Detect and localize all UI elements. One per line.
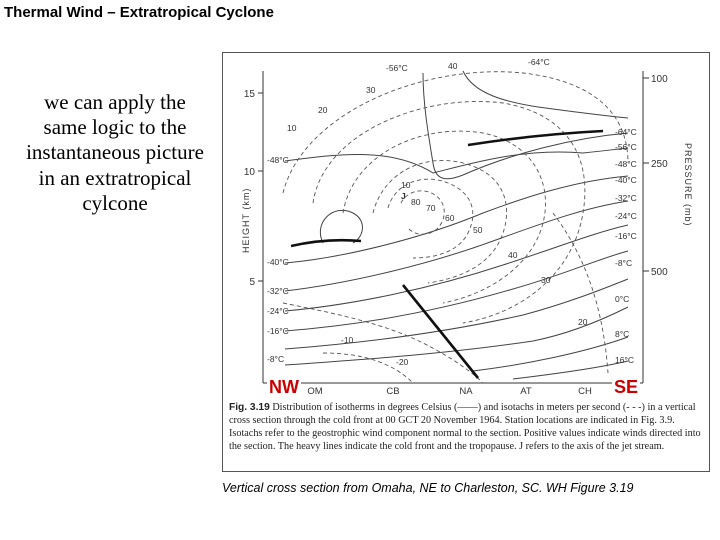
source-caption: Vertical cross section from Omaha, NE to Charleston, SC. WH Figure 3.19 — [222, 481, 634, 495]
temp-label: -24°C — [615, 211, 637, 221]
isotherm — [285, 148, 628, 173]
temp-label: -32°C — [615, 193, 637, 203]
pressure-tick-label: 100 — [651, 74, 668, 85]
isotach-label: 40 — [508, 250, 518, 260]
isotherm — [285, 279, 628, 349]
temp-label: -40°C — [267, 257, 289, 267]
right-temp-labels — [615, 127, 637, 365]
figure-number: Fig. 3.19 — [229, 402, 270, 413]
isotach-label: 20 — [318, 105, 328, 115]
heavy-lines — [291, 131, 603, 378]
height-axis-label: HEIGHT (km) — [241, 187, 251, 253]
isotach-label: -20 — [396, 357, 409, 367]
temp-label: -56°C — [386, 63, 408, 73]
temp-label: -8°C — [615, 258, 633, 268]
left-temp-labels — [267, 155, 289, 364]
isotach — [283, 303, 483, 383]
cross-section-figure — [222, 52, 710, 472]
isotach-label: 20 — [578, 317, 588, 327]
isotherm — [463, 71, 628, 118]
isotach-label: 30 — [366, 85, 376, 95]
height-tick-label: 10 — [243, 167, 255, 178]
temp-label: -48°C — [615, 159, 637, 169]
tropopause-left — [291, 240, 361, 246]
isotherm — [320, 210, 362, 243]
temp-label: -64°C — [615, 127, 637, 137]
station-label: CH — [578, 386, 592, 397]
isotach-label: -10 — [341, 335, 354, 345]
temp-label: 8°C — [615, 329, 630, 339]
temp-label: -56°C — [615, 142, 637, 152]
slide-title: Thermal Wind – Extratropical Cyclone — [4, 4, 274, 21]
temp-label: -16°C — [615, 231, 637, 241]
body-text: we can apply the same logic to the instantaneous picture in an extratropical cylcone — [26, 90, 204, 215]
direction-label-se: SE — [614, 377, 639, 397]
temp-label: -40°C — [615, 175, 637, 185]
height-tick-label: 5 — [249, 277, 255, 288]
jet-axis-label: J — [401, 191, 406, 201]
pressure-tick-label: 250 — [651, 159, 668, 170]
isotach-label: 50 — [473, 225, 483, 235]
figure-caption-text: Distribution of isotherms in degrees Celsius (——) and isotachs in meters per second (- - -) in a vertical cross section through the cold front at 00 GCT 20 November 1964. Station locations are indicated in Fig. 3.9. Isotachs refer to the geostrophic wind component normal to the section. Positive values indicate winds directed into the section. The heavy lines indicate the cold front and the tropopause. J refers to the axis of the jet stream. — [229, 402, 701, 452]
station-label: NA — [459, 386, 473, 397]
temp-label: -32°C — [267, 286, 289, 296]
isotherm — [285, 251, 628, 331]
isotachs — [283, 72, 628, 383]
isotach-label: 80 — [411, 197, 421, 207]
isotach — [401, 191, 444, 234]
isotach-label: 10 — [401, 180, 411, 190]
isotherm — [423, 73, 628, 179]
isotach-label: 60 — [445, 213, 455, 223]
isotach-label: 40 — [448, 61, 458, 71]
pressure-axis-label: PRESSURE (mb) — [683, 143, 693, 227]
pressure-tick-label: 500 — [651, 267, 668, 278]
isotach-label: 10 — [287, 123, 297, 133]
isotherms — [285, 71, 628, 379]
direction-label-nw: NW — [269, 377, 299, 397]
temp-label: -64°C — [528, 57, 550, 67]
height-tick-label: 15 — [243, 89, 255, 100]
figure-caption — [229, 401, 703, 453]
isotach — [373, 160, 507, 283]
temp-label: 16°C — [615, 355, 634, 365]
isotherm — [285, 307, 628, 365]
temp-label: -48°C — [267, 155, 289, 165]
isotach-label: 30 — [541, 275, 551, 285]
isotherm — [513, 361, 628, 379]
station-label: AT — [520, 386, 532, 397]
temp-label: -8°C — [267, 354, 285, 364]
isotach — [553, 213, 608, 373]
station-label: CB — [386, 386, 400, 397]
isotach-labels — [287, 61, 588, 367]
cold-front — [403, 285, 478, 378]
tropopause-right — [468, 131, 603, 145]
station-label: OM — [307, 386, 323, 397]
isotach-label: 70 — [426, 203, 436, 213]
temp-label: 0°C — [615, 294, 630, 304]
temp-label: -16°C — [267, 326, 289, 336]
temp-label: -24°C — [267, 306, 289, 316]
isotherm — [285, 201, 628, 291]
